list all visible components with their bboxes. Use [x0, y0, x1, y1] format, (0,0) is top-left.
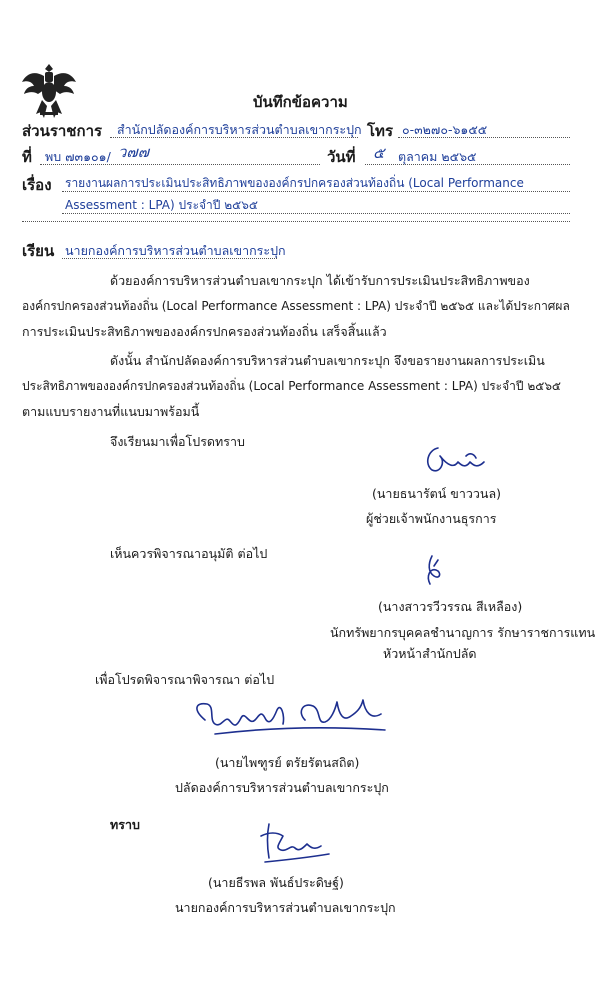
- addressee-value: นายกองค์การบริหารส่วนตำบลเขากระปุก: [65, 243, 286, 258]
- sig1-position: ผู้ช่วยเจ้าพนักงานธุรการ: [366, 511, 497, 526]
- ref-value: พบ ๗๓๑๐๑/: [45, 149, 111, 164]
- ref-label: ที่: [22, 148, 32, 166]
- sig2-position: นักทรัพยากรบุคคลชำนาญการ รักษาราชการแทน: [330, 625, 596, 640]
- signature-3: [185, 690, 395, 746]
- date-month-year: ตุลาคม ๒๕๖๕: [398, 149, 477, 164]
- body-p1-line3: การประเมินประสิทธิภาพขององค์กรปกครองส่วนท้องถิ่น เสร็จสิ้นแล้ว: [22, 324, 387, 339]
- body-p1-line2: องค์กรปกครองส่วนท้องถิ่น (Local Performance Assessment : LPA) ประจำปี ๒๕๖๕ และได้ประกาศผล: [22, 299, 570, 313]
- subject-label: เรื่อง: [22, 176, 52, 194]
- signature-4: [255, 818, 335, 868]
- ref-handwritten: ว๗๗: [118, 143, 149, 161]
- signature-1: [418, 440, 498, 480]
- phone-value: ๐-๓๒๗๐-๖๑๕๕: [402, 122, 488, 137]
- agency-label: ส่วนราชการ: [22, 122, 103, 140]
- sig4-name: (นายธีรพล พันธ์ประดิษฐ์): [208, 875, 344, 890]
- sig3-position: ปลัดองค์การบริหารส่วนตำบลเขากระปุก: [175, 780, 389, 795]
- sig4-position: นายกองค์การบริหารส่วนตำบลเขากระปุก: [175, 900, 396, 915]
- subject-line2: Assessment : LPA) ประจำปี ๒๕๖๕: [65, 198, 258, 212]
- date-label: วันที่: [327, 148, 356, 166]
- body-p2-line2: ประสิทธิภาพขององค์กรปกครองส่วนท้องถิ่น (Local Performance Assessment : LPA) ประจำปี ๒๕๖๕: [22, 379, 562, 393]
- sig3-name: (นายไพฑูรย์ ตรัยรัตนสถิต): [215, 755, 360, 770]
- sig3-note: เพื่อโปรดพิจารณาพิจารณา ต่อไป: [95, 672, 275, 687]
- sig2-name: (นางสาวรวีวรรณ สีเหลือง): [378, 599, 523, 614]
- garuda-emblem-icon: [20, 60, 78, 120]
- phone-label: โทร: [367, 122, 394, 140]
- sig2-position2: หัวหน้าสำนักปลัด: [383, 646, 477, 661]
- body-p2-line3: ตามแบบรายงานที่แนบมาพร้อมนี้: [22, 404, 200, 419]
- sig2-note: เห็นควรพิจารณาอนุมัติ ต่อไป: [110, 546, 268, 561]
- sig4-note: ทราบ: [110, 817, 140, 832]
- memo-title: บันทึกข้อความ: [253, 93, 348, 111]
- body-p2-line1: ดังนั้น สำนักปลัดองค์การบริหารส่วนตำบลเขากระปุก จึงขอรายงานผลการประเมิน: [110, 353, 545, 368]
- signature-2: [414, 552, 454, 590]
- agency-value: สำนักปลัดองค์การบริหารส่วนตำบลเขากระปุก: [117, 122, 362, 137]
- body-p1-line1: ด้วยองค์การบริหารส่วนตำบลเขากระปุก ได้เข้ารับการประเมินประสิทธิภาพของ: [110, 273, 530, 288]
- date-day: ๕: [373, 144, 385, 162]
- subject-line1: รายงานผลการประเมินประสิทธิภาพขององค์กรปกครองส่วนท้องถิ่น (Local Performance: [65, 176, 524, 190]
- body-closing: จึงเรียนมาเพื่อโปรดทราบ: [110, 434, 245, 449]
- addressee-label: เรียน: [22, 242, 55, 260]
- sig1-name: (นายธนารัตน์ ขาววนล): [372, 486, 501, 501]
